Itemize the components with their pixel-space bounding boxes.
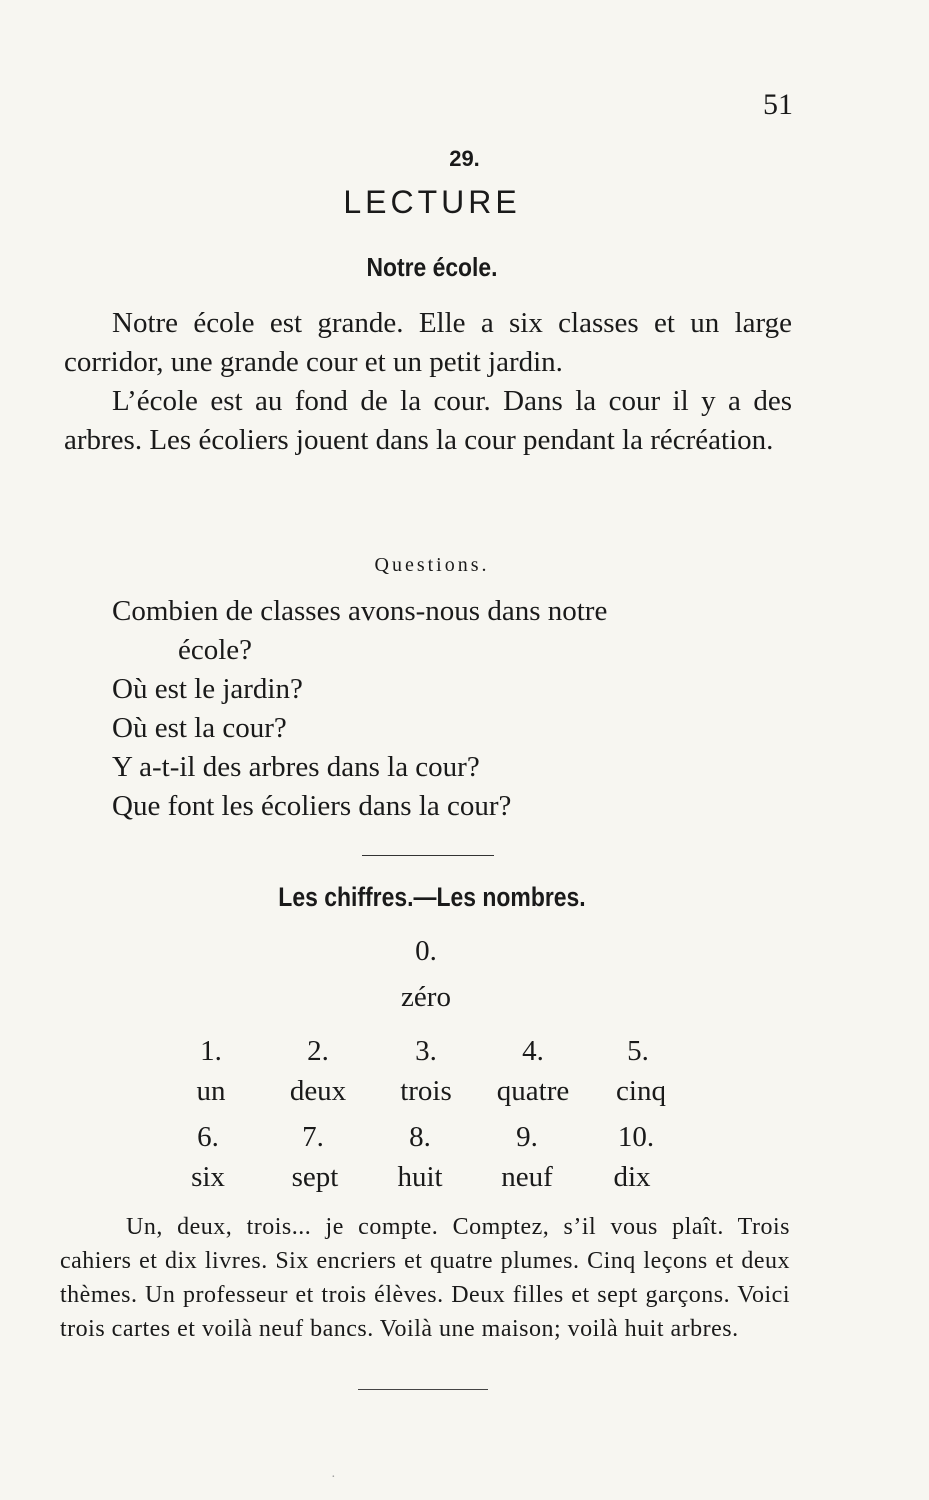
number-digit: 9.: [516, 1121, 538, 1153]
questions-list: [112, 592, 802, 826]
question-item: Y a-t-il des arbres dans la cour?: [112, 751, 480, 783]
number-word: six: [191, 1161, 225, 1193]
page-number: 51: [763, 88, 793, 121]
number-word: trois: [400, 1075, 452, 1107]
number-word: huit: [397, 1161, 443, 1193]
questions-title: Questions.: [374, 554, 490, 576]
grammar-title: Les chiffres.—Les nombres.: [278, 882, 586, 912]
number-digit: 4.: [522, 1035, 544, 1067]
closing-paragraph: Un, deux, trois... je compte. Comptez, s’il vous plaît. Trois cahiers et dix livres. Six encriers et quatre plumes. Cinq leçons et deux thèmes. Un professeur et trois élèves. Deux filles et sept garçons. Voici trois cartes et voilà neuf bancs. Voilà une maison; voilà huit arbres.: [60, 1214, 790, 1342]
number-digit: 1.: [200, 1035, 222, 1067]
number-word: un: [196, 1075, 226, 1107]
closing-text: [60, 1210, 790, 1346]
number-word: cinq: [616, 1075, 666, 1107]
number-digit: 3.: [415, 1035, 437, 1067]
question-item: Où est la cour?: [112, 712, 287, 744]
question-item: Combien de classes avons-nous dans notre: [112, 595, 608, 627]
section-subheading: Notre école.: [366, 252, 498, 282]
number-word: neuf: [501, 1161, 553, 1193]
ink-speck: ·: [331, 1470, 336, 1485]
reading-paragraph: L’école est au fond de la cour. Dans la cour il y a des arbres. Les écoliers jouent dans la cour pendant la récréation.: [64, 385, 792, 456]
number-digit: 6.: [197, 1121, 219, 1153]
number-word: dix: [613, 1161, 651, 1193]
divider: [358, 1389, 488, 1390]
number-digit: 2.: [307, 1035, 329, 1067]
number-digit: 7.: [302, 1121, 324, 1153]
number-word: zéro: [401, 981, 451, 1013]
reading-text: [64, 304, 792, 460]
divider: [362, 855, 494, 856]
reading-paragraph: Notre école est grande. Elle a six classes et un large corridor, une grande cour et un petit jardin.: [64, 307, 792, 378]
number-digit: 5.: [627, 1035, 649, 1067]
question-item: école?: [178, 634, 253, 666]
number-digit: 0.: [415, 935, 437, 967]
number-word: quatre: [496, 1075, 570, 1107]
question-item: Où est le jardin?: [112, 673, 303, 705]
number-word: sept: [291, 1161, 339, 1193]
lesson-number: 29.: [449, 146, 480, 171]
question-item: Que font les écoliers dans la cour?: [112, 790, 512, 822]
number-digit: 10.: [617, 1121, 655, 1153]
number-digit: 8.: [409, 1121, 431, 1153]
number-word: deux: [289, 1075, 347, 1107]
section-heading: LECTURE: [343, 184, 521, 220]
